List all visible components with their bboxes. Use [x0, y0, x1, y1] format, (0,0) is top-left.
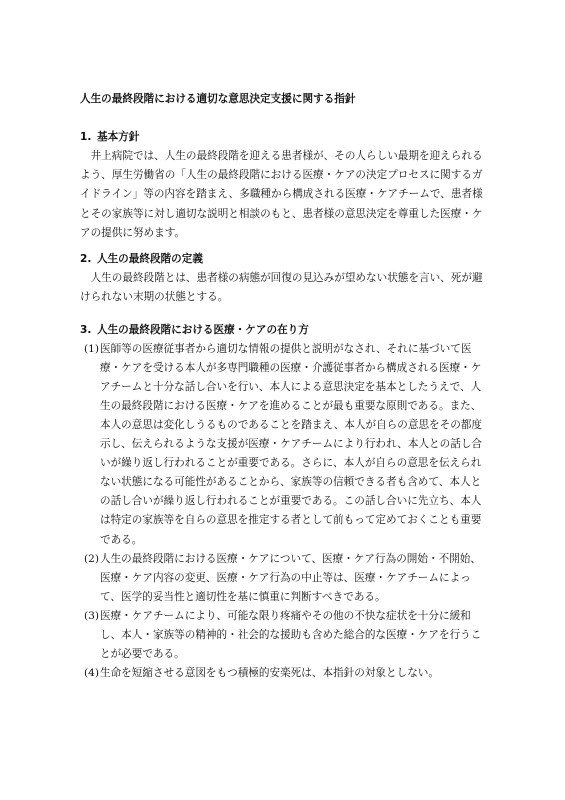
numbered-item — [80, 340, 510, 550]
item-line: 示し、伝えられるような支援が医療・ケアチームにより行われ、本人との話し合 — [100, 438, 483, 451]
item-line: 療・ケアを受ける本人が多専門職種の医療・介護従事者から構成される医療・ケ — [100, 361, 482, 374]
item-line: 生の最終段階における医療・ケアを進めることが最も重要な原則である。また、 — [100, 399, 482, 412]
section-number: 1. — [80, 131, 92, 144]
item-line: いが繰り返し行われることが重要である。さらに、本人が自らの意思を伝えられ — [100, 457, 482, 470]
item-number: (1) — [84, 342, 100, 355]
item-line: 人生の最終段階における医療・ケアについて、医療・ケア行為の開始・不開始、 — [100, 552, 481, 565]
item-number: (3) — [84, 609, 100, 622]
document-title: 人生の最終段階における適切な意思決定支援に関する指針 — [80, 93, 356, 105]
paragraph-line: 井上病院では、人生の最終段階を迎える患者様が、その人らしい最期を迎えられる — [90, 150, 483, 163]
section-basic-policy — [80, 128, 510, 243]
item-line: の話し合いが繰り返し行われることが重要である。この話し合いに先立ち、本人 — [100, 495, 482, 508]
section-number: 3. — [80, 323, 92, 336]
item-number: (4) — [84, 667, 100, 680]
item-line: 生命を短縮させる意図をもつ積極的安楽死は、本指針の対象としない。 — [100, 667, 439, 680]
item-line: である。 — [100, 533, 143, 546]
item-line: ない状態になる可能性があることから、家族等の信頼できる者も含めて、本人と — [100, 476, 482, 489]
paragraph-line: けられない末期の状態とする。 — [80, 291, 229, 304]
item-line: 本人の意思は変化しうるものであることを踏まえ、本人が自らの意思をその都度 — [100, 419, 483, 431]
item-line: し、本人・家族等の精神的・社会的な援助も含めた総合的な医療・ケアを行うこ — [100, 629, 482, 642]
section-heading — [80, 321, 510, 340]
paragraph-line: イドライン」等の内容を踏まえ、多職種から構成される医療・ケアチームで、患者様 — [80, 188, 483, 201]
section-definition — [80, 250, 510, 307]
section-care-approach — [80, 321, 510, 684]
paragraph-line: アの提供に努めます。 — [80, 226, 186, 239]
document-body — [80, 90, 510, 683]
paragraph — [80, 147, 510, 242]
numbered-item — [80, 664, 510, 683]
section-heading-text: 基本方針 — [97, 131, 140, 144]
paragraph-line: 人生の最終段階とは、患者様の病態が回復の見込みが望めない状態を言い、死が避 — [90, 272, 483, 285]
item-line: アチームと十分な話し合いを行い、本人による意思決定を基本としたうえで、人 — [100, 380, 482, 393]
item-line: 医療・ケアチームにより、可能な限り疼痛やその他の不快な症状を十分に緩和 — [100, 609, 471, 622]
paragraph-line: よう、厚生労働省の「人生の最終段階における医療・ケアの決定プロセスに関するガ — [80, 169, 483, 182]
paragraph-line: とその家族等に対し適切な説明と相談のもと、患者様の意思決定を尊重した医療・ケ — [80, 207, 483, 220]
item-number: (2) — [84, 552, 100, 565]
section-heading-text: 人生の最終段階の定義 — [97, 253, 203, 266]
numbered-item — [80, 550, 510, 607]
item-line: 医療・ケア内容の変更、医療・ケア行為の中止等は、医療・ケアチームによっ — [100, 571, 471, 584]
item-line: て、医学的妥当性と適切性を基に慎重に判断すべきである。 — [100, 590, 386, 603]
section-heading-text: 人生の最終段階における医療・ケアの在り方 — [97, 323, 309, 336]
section-heading — [80, 128, 510, 147]
paragraph — [80, 269, 510, 307]
item-line: とが必要である。 — [100, 648, 185, 661]
numbered-item — [80, 607, 510, 664]
item-line: は特定の家族等を自らの意思を推定する者として前もって定めておくことも重要 — [100, 514, 482, 527]
section-number: 2. — [80, 253, 92, 266]
item-line: 医師等の医療従事者から適切な情報の提供と説明がなされ、それに基づいて医 — [100, 342, 472, 355]
section-heading — [80, 250, 510, 269]
